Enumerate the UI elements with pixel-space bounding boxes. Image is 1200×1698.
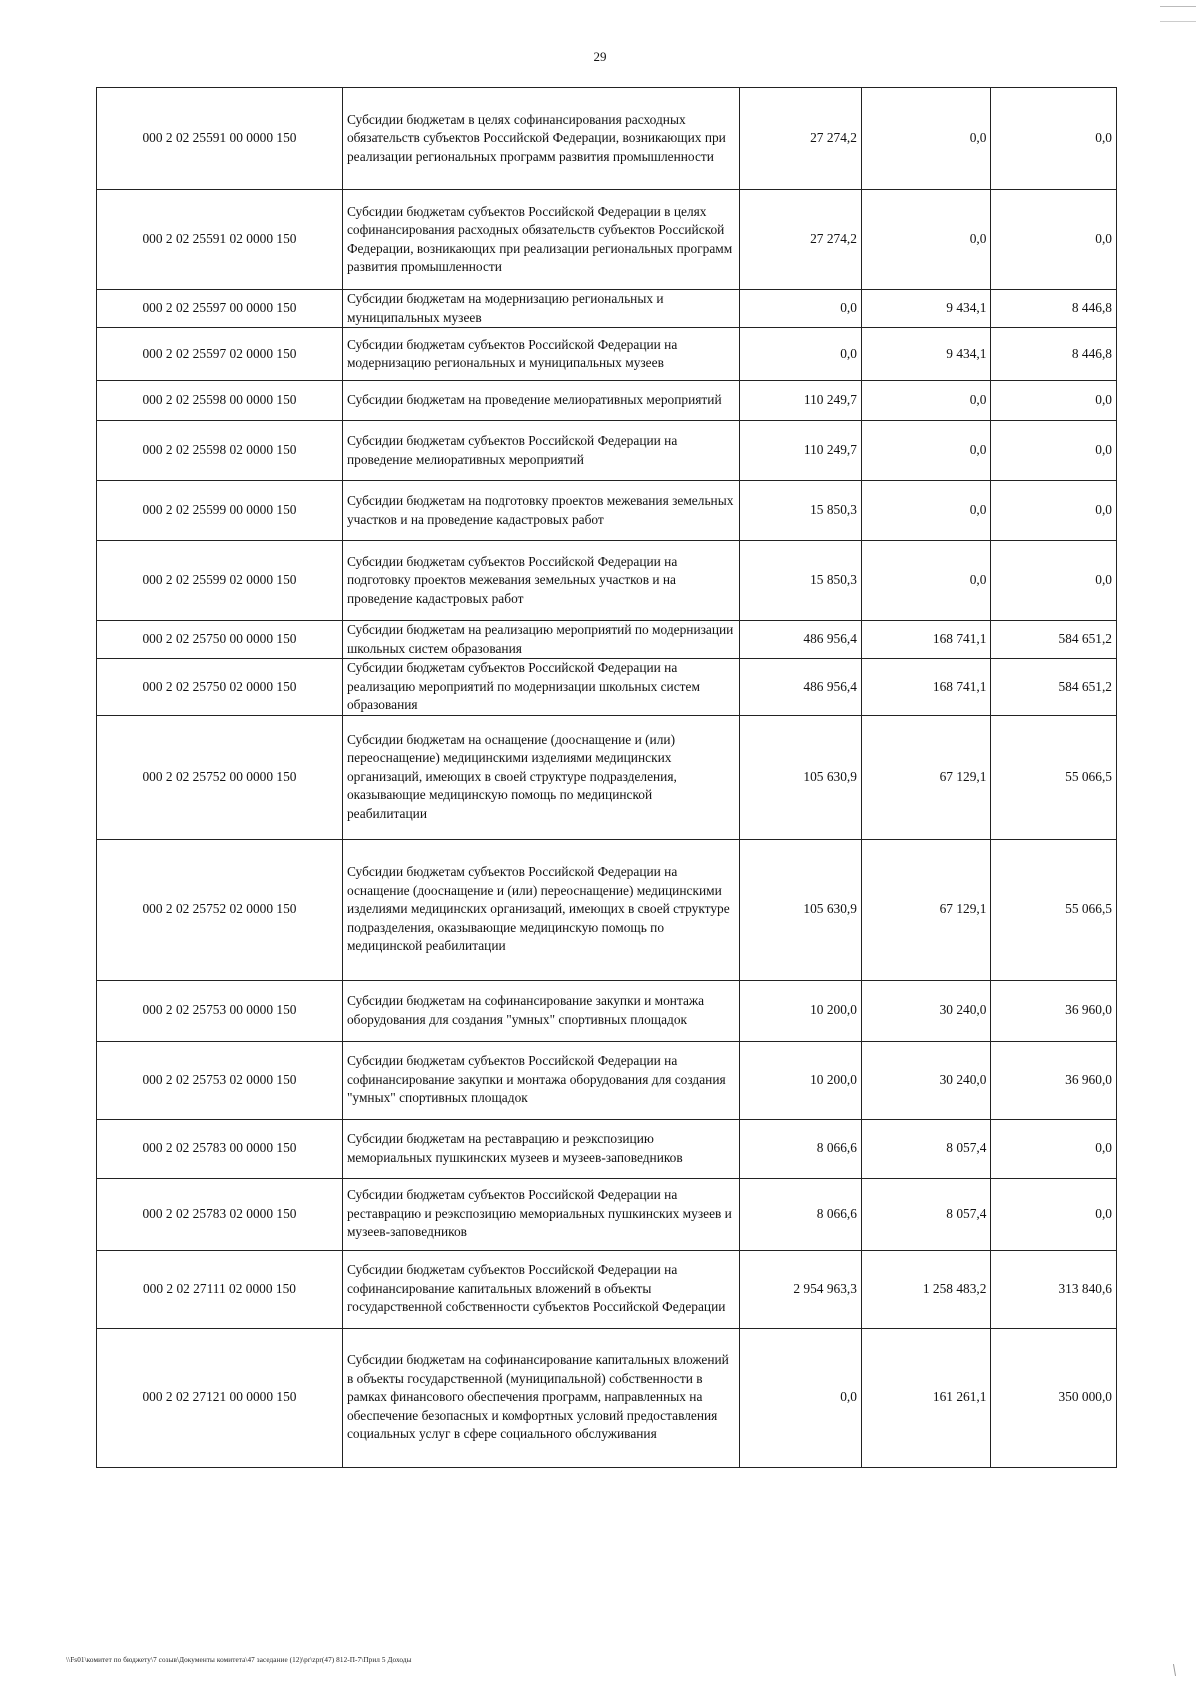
table-row — [97, 381, 1117, 421]
amount-year2-cell: 0,0 — [861, 481, 991, 541]
amount-year1-cell: 0,0 — [739, 328, 861, 381]
table-row — [97, 1041, 1117, 1119]
description-cell: Субсидии бюджетам субъектов Российской Федерации на реставрацию и реэкспозицию мемориальных пушкинских музеев и музеев-заповедников — [342, 1178, 739, 1250]
income-code-cell: 000 2 02 25597 00 0000 150 — [97, 290, 343, 328]
income-code-cell: 000 2 02 25752 02 0000 150 — [97, 839, 343, 980]
budget-income-table — [96, 87, 1117, 1468]
amount-year3-cell: 0,0 — [991, 1178, 1117, 1250]
amount-year3-cell: 55 066,5 — [991, 839, 1117, 980]
amount-year2-cell: 30 240,0 — [861, 1041, 991, 1119]
amount-year2-cell: 0,0 — [861, 88, 991, 190]
income-code-cell: 000 2 02 25753 02 0000 150 — [97, 1041, 343, 1119]
table-row — [97, 1250, 1117, 1328]
amount-year1-cell: 110 249,7 — [739, 381, 861, 421]
table-row — [97, 659, 1117, 716]
amount-year2-cell: 9 434,1 — [861, 290, 991, 328]
amount-year2-cell: 30 240,0 — [861, 980, 991, 1041]
amount-year3-cell: 8 446,8 — [991, 290, 1117, 328]
table-row — [97, 715, 1117, 839]
amount-year1-cell: 27 274,2 — [739, 88, 861, 190]
amount-year1-cell: 110 249,7 — [739, 421, 861, 481]
income-code-cell: 000 2 02 25591 00 0000 150 — [97, 88, 343, 190]
table-row — [97, 621, 1117, 659]
amount-year1-cell: 105 630,9 — [739, 715, 861, 839]
description-cell: Субсидии бюджетам субъектов Российской Федерации на софинансирование капитальных вложений в объекты государственной собственности субъектов Российской Федерации — [342, 1250, 739, 1328]
footer-file-path: \\Fs01\комитет по бюджету\7 созыв\Документы комитета\47 заседание (12)\pr\zpr(47) 812-П-7\Прил 5 Доходы — [66, 1656, 412, 1664]
amount-year3-cell: 0,0 — [991, 1119, 1117, 1178]
amount-year2-cell: 0,0 — [861, 190, 991, 290]
amount-year2-cell: 9 434,1 — [861, 328, 991, 381]
amount-year2-cell: 8 057,4 — [861, 1119, 991, 1178]
table-row — [97, 1119, 1117, 1178]
description-cell: Субсидии бюджетам на подготовку проектов межевания земельных участков и на проведение кадастровых работ — [342, 481, 739, 541]
table-row — [97, 88, 1117, 190]
table-row — [97, 1178, 1117, 1250]
amount-year3-cell: 350 000,0 — [991, 1328, 1117, 1467]
amount-year2-cell: 8 057,4 — [861, 1178, 991, 1250]
description-cell: Субсидии бюджетам на реставрацию и реэкспозицию мемориальных пушкинских музеев и музеев-заповедников — [342, 1119, 739, 1178]
scan-corner-mark — [1160, 6, 1196, 22]
description-cell: Субсидии бюджетам на софинансирование закупки и монтажа оборудования для создания "умных" спортивных площадок — [342, 980, 739, 1041]
amount-year1-cell: 2 954 963,3 — [739, 1250, 861, 1328]
amount-year1-cell: 105 630,9 — [739, 839, 861, 980]
income-code-cell: 000 2 02 25598 00 0000 150 — [97, 381, 343, 421]
income-code-cell: 000 2 02 25753 00 0000 150 — [97, 980, 343, 1041]
table-row — [97, 290, 1117, 328]
table-row — [97, 980, 1117, 1041]
income-code-cell: 000 2 02 25591 02 0000 150 — [97, 190, 343, 290]
amount-year3-cell: 0,0 — [991, 190, 1117, 290]
amount-year1-cell: 27 274,2 — [739, 190, 861, 290]
amount-year3-cell: 55 066,5 — [991, 715, 1117, 839]
description-cell: Субсидии бюджетам на софинансирование капитальных вложений в объекты государственной (муниципальной) собственности в рамках финансового обеспечения программ, направленных на обеспечение безопасных и комфортных условий предоставления социальных услуг в сфере социального обслуживания — [342, 1328, 739, 1467]
income-code-cell: 000 2 02 25783 02 0000 150 — [97, 1178, 343, 1250]
description-cell: Субсидии бюджетам на реализацию мероприятий по модернизации школьных систем образования — [342, 621, 739, 659]
description-cell: Субсидии бюджетам субъектов Российской Федерации на софинансирование закупки и монтажа оборудования для создания "умных" спортивных площадок — [342, 1041, 739, 1119]
amount-year3-cell: 0,0 — [991, 481, 1117, 541]
income-code-cell: 000 2 02 25597 02 0000 150 — [97, 328, 343, 381]
description-cell: Субсидии бюджетам субъектов Российской Федерации на модернизацию региональных и муниципальных музеев — [342, 328, 739, 381]
amount-year2-cell: 0,0 — [861, 421, 991, 481]
table-row — [97, 839, 1117, 980]
income-code-cell: 000 2 02 27121 00 0000 150 — [97, 1328, 343, 1467]
amount-year3-cell: 0,0 — [991, 88, 1117, 190]
amount-year3-cell: 584 651,2 — [991, 659, 1117, 716]
income-code-cell: 000 2 02 25783 00 0000 150 — [97, 1119, 343, 1178]
amount-year1-cell: 0,0 — [739, 290, 861, 328]
table-row — [97, 328, 1117, 381]
table-body — [97, 88, 1117, 1468]
table-row — [97, 541, 1117, 621]
amount-year3-cell: 0,0 — [991, 421, 1117, 481]
amount-year3-cell: 0,0 — [991, 541, 1117, 621]
amount-year2-cell: 168 741,1 — [861, 621, 991, 659]
amount-year2-cell: 168 741,1 — [861, 659, 991, 716]
amount-year1-cell: 8 066,6 — [739, 1178, 861, 1250]
income-code-cell: 000 2 02 25599 02 0000 150 — [97, 541, 343, 621]
income-code-cell: 000 2 02 25750 02 0000 150 — [97, 659, 343, 716]
description-cell: Субсидии бюджетам на модернизацию региональных и муниципальных музеев — [342, 290, 739, 328]
table-row — [97, 481, 1117, 541]
amount-year1-cell: 0,0 — [739, 1328, 861, 1467]
income-code-cell: 000 2 02 25752 00 0000 150 — [97, 715, 343, 839]
description-cell: Субсидии бюджетам на проведение мелиоративных мероприятий — [342, 381, 739, 421]
income-code-cell: 000 2 02 27111 02 0000 150 — [97, 1250, 343, 1328]
table-row — [97, 190, 1117, 290]
amount-year1-cell: 486 956,4 — [739, 659, 861, 716]
table-row — [97, 1328, 1117, 1467]
amount-year2-cell: 0,0 — [861, 541, 991, 621]
amount-year3-cell: 36 960,0 — [991, 980, 1117, 1041]
amount-year3-cell: 584 651,2 — [991, 621, 1117, 659]
page-number: 29 — [593, 49, 607, 64]
income-code-cell: 000 2 02 25599 00 0000 150 — [97, 481, 343, 541]
amount-year1-cell: 8 066,6 — [739, 1119, 861, 1178]
amount-year2-cell: 161 261,1 — [861, 1328, 991, 1467]
description-cell: Субсидии бюджетам субъектов Российской Федерации на подготовку проектов межевания земельных участков и на проведение кадастровых работ — [342, 541, 739, 621]
description-cell: Субсидии бюджетам субъектов Российской Федерации на проведение мелиоративных мероприятий — [342, 421, 739, 481]
scan-stray-mark — [1173, 1664, 1176, 1676]
description-cell: Субсидии бюджетам на оснащение (дооснащение и (или) переоснащение) медицинскими изделиями медицинских организаций, имеющих в своей структуре подразделения, оказывающие медицинскую помощь по медицинской реабилитации — [342, 715, 739, 839]
amount-year1-cell: 10 200,0 — [739, 980, 861, 1041]
amount-year1-cell: 486 956,4 — [739, 621, 861, 659]
amount-year3-cell: 36 960,0 — [991, 1041, 1117, 1119]
amount-year1-cell: 10 200,0 — [739, 1041, 861, 1119]
amount-year1-cell: 15 850,3 — [739, 481, 861, 541]
amount-year2-cell: 0,0 — [861, 381, 991, 421]
amount-year3-cell: 8 446,8 — [991, 328, 1117, 381]
description-cell: Субсидии бюджетам в целях софинансирования расходных обязательств субъектов Российской Федерации, возникающих при реализации региональных программ развития промышленности — [342, 88, 739, 190]
description-cell: Субсидии бюджетам субъектов Российской Федерации в целях софинансирования расходных обязательств субъектов Российской Федерации, возникающих при реализации региональных программ развития промышленности — [342, 190, 739, 290]
income-code-cell: 000 2 02 25598 02 0000 150 — [97, 421, 343, 481]
description-cell: Субсидии бюджетам субъектов Российской Федерации на оснащение (дооснащение и (или) переоснащение) медицинскими изделиями медицинских организаций, имеющих в своей структуре подразделения, оказывающие медицинскую помощь по медицинской реабилитации — [342, 839, 739, 980]
amount-year2-cell: 67 129,1 — [861, 839, 991, 980]
amount-year3-cell: 0,0 — [991, 381, 1117, 421]
amount-year3-cell: 313 840,6 — [991, 1250, 1117, 1328]
description-cell: Субсидии бюджетам субъектов Российской Федерации на реализацию мероприятий по модернизации школьных систем образования — [342, 659, 739, 716]
table-row — [97, 421, 1117, 481]
amount-year2-cell: 67 129,1 — [861, 715, 991, 839]
amount-year1-cell: 15 850,3 — [739, 541, 861, 621]
amount-year2-cell: 1 258 483,2 — [861, 1250, 991, 1328]
income-code-cell: 000 2 02 25750 00 0000 150 — [97, 621, 343, 659]
